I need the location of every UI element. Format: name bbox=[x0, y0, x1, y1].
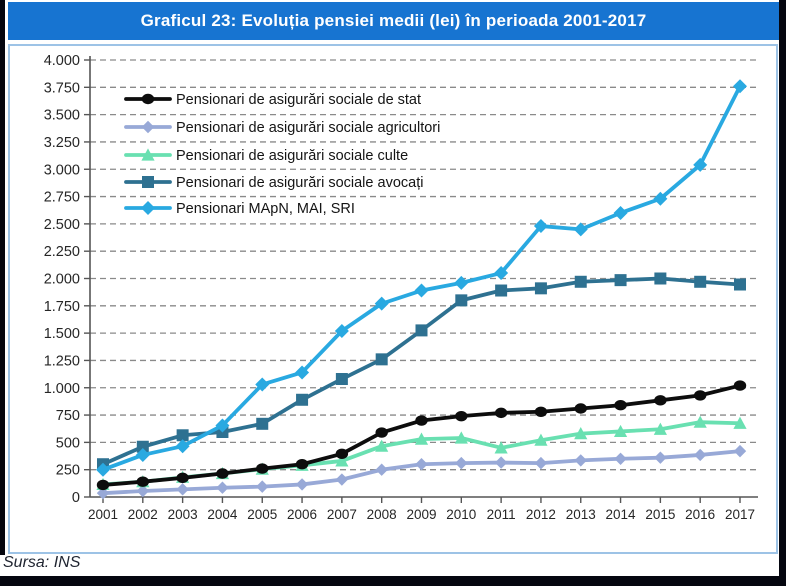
y-tick-label: 2.500 bbox=[43, 216, 80, 233]
y-tick-label: 250 bbox=[55, 462, 80, 479]
y-tick-label: 500 bbox=[55, 435, 80, 452]
legend-item-2 bbox=[126, 148, 408, 164]
x-tick-label: 2011 bbox=[486, 507, 516, 522]
series-1 bbox=[97, 445, 746, 499]
x-tick-label: 2008 bbox=[366, 507, 397, 522]
chart-title: Graficul 23: Evoluția pensiei medii (lei) în perioada 2001-2017 bbox=[140, 11, 647, 30]
line-chart bbox=[10, 46, 776, 552]
y-tick-label: 2.750 bbox=[43, 189, 80, 206]
x-tick-label: 2013 bbox=[565, 507, 596, 522]
x-tick-label: 2002 bbox=[127, 507, 158, 522]
y-tick-label: 3.500 bbox=[43, 107, 80, 124]
x-tick-label: 2005 bbox=[247, 507, 278, 522]
chart-area bbox=[8, 44, 778, 554]
x-tick-label: 2016 bbox=[685, 507, 716, 522]
y-tick-label: 750 bbox=[55, 408, 80, 425]
source-note: Sursa: INS bbox=[3, 554, 81, 571]
y-tick-label: 3.250 bbox=[43, 134, 80, 151]
legend-label: Pensionari de asigurări sociale avocați bbox=[176, 175, 424, 191]
legend-item-0 bbox=[126, 92, 421, 108]
x-tick-label: 2004 bbox=[207, 507, 238, 522]
x-tick-label: 2015 bbox=[645, 507, 676, 522]
y-tick-label: 1.500 bbox=[43, 326, 80, 343]
x-tick-label: 2006 bbox=[287, 507, 318, 522]
chart-title-bar bbox=[8, 2, 779, 40]
y-tick-label: 2.000 bbox=[43, 271, 80, 288]
legend-item-4 bbox=[126, 201, 355, 217]
y-tick-label: 1.750 bbox=[43, 298, 80, 315]
legend-label: Pensionari de asigurări sociale culte bbox=[176, 148, 409, 164]
x-tick-label: 2003 bbox=[167, 507, 198, 522]
y-tick-label: 3.750 bbox=[43, 80, 80, 97]
legend-label: Pensionari de asigurări sociale agricultori bbox=[176, 120, 441, 136]
x-tick-label: 2010 bbox=[446, 507, 477, 522]
series-2 bbox=[96, 416, 746, 490]
y-tick-label: 3.000 bbox=[43, 162, 80, 179]
y-tick-label: 1.000 bbox=[43, 380, 80, 397]
legend bbox=[126, 92, 440, 217]
page-edge-right bbox=[779, 0, 786, 586]
x-tick-label: 2009 bbox=[406, 507, 437, 522]
legend-label: Pensionari MApN, MAI, SRI bbox=[176, 201, 355, 217]
legend-item-1 bbox=[126, 120, 440, 136]
page-edge-left bbox=[0, 0, 5, 555]
y-tick-label: 1.250 bbox=[43, 353, 80, 370]
x-tick-label: 2012 bbox=[525, 507, 556, 522]
x-tick-label: 2007 bbox=[326, 507, 357, 522]
legend-label: Pensionari de asigurări sociale de stat bbox=[176, 92, 422, 108]
y-tick-label: 4.000 bbox=[43, 53, 80, 69]
x-tick-labels bbox=[88, 497, 755, 522]
x-tick-label: 2017 bbox=[724, 507, 756, 522]
page-edge-bottom bbox=[0, 576, 786, 586]
y-tick-label: 2.250 bbox=[43, 244, 80, 261]
x-tick-label: 2001 bbox=[87, 507, 119, 522]
x-tick-label: 2014 bbox=[605, 507, 636, 522]
y-tick-label: 0 bbox=[71, 490, 80, 506]
legend-item-3 bbox=[126, 175, 423, 191]
